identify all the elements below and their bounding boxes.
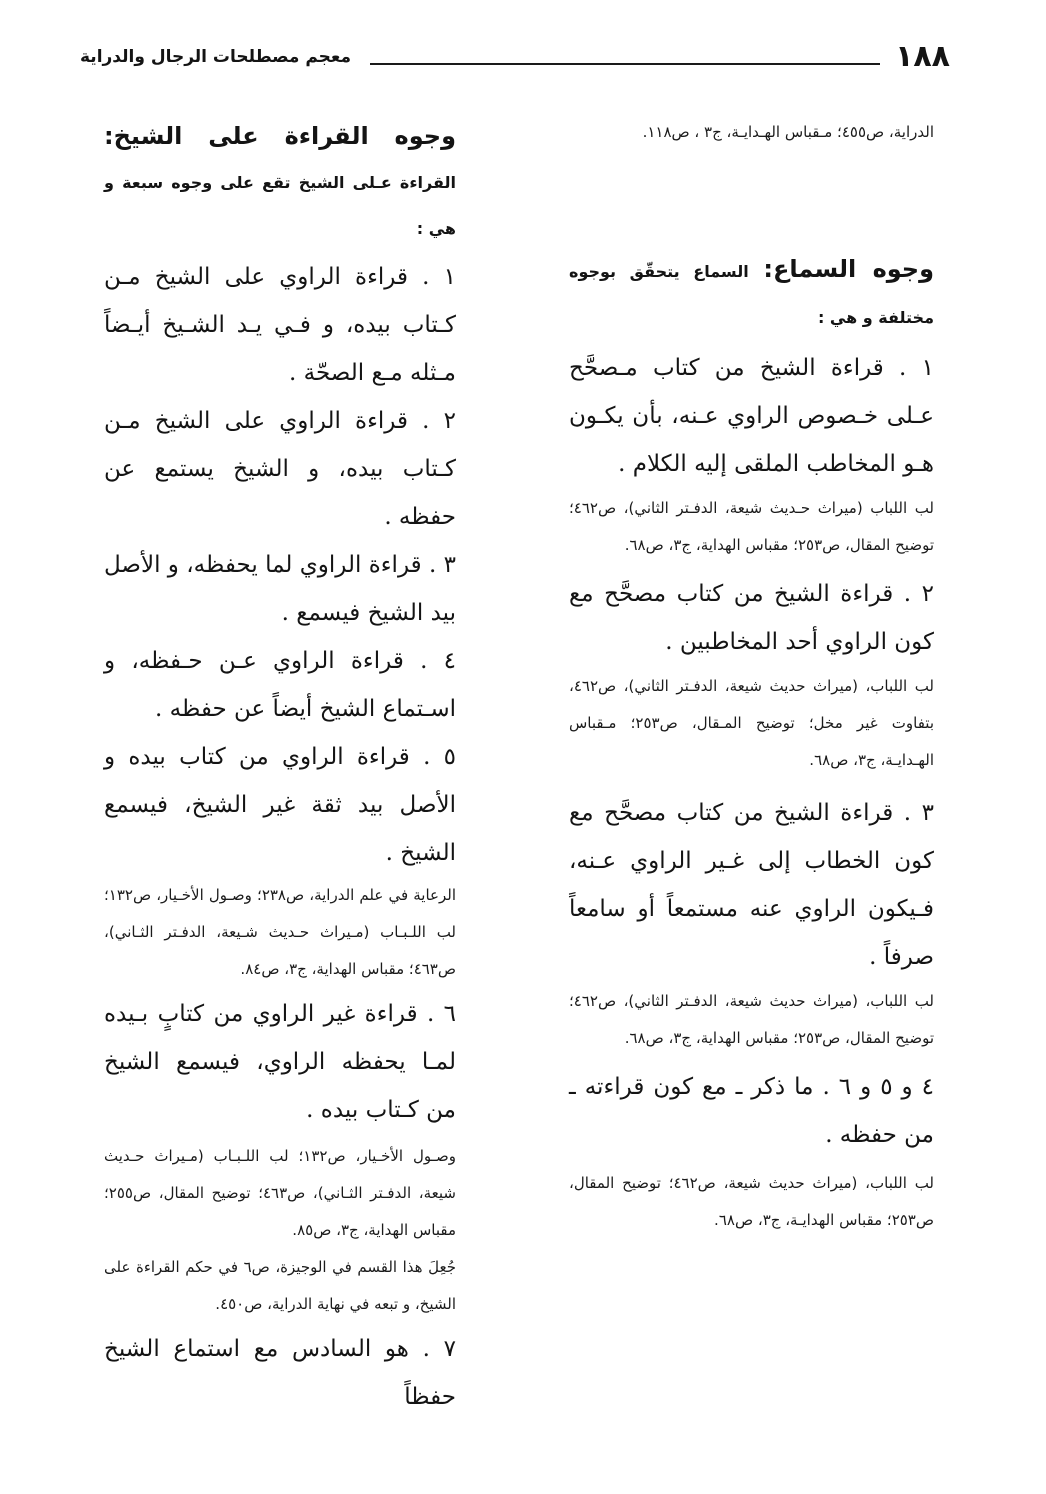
sama-item-4: ٤ و ٥ و ٦ . ما ذكر ـ مع كون قراءته ـ من حفظه . xyxy=(569,1074,934,1148)
right-column xyxy=(569,114,934,1239)
qiraa-item-7: ٧ . هو السادس مع استماع الشيخ حفظاً xyxy=(104,1336,456,1410)
sama-heading-text: السماع يتحقّق بوجوه مختلفة و هي : xyxy=(569,262,934,327)
sama-heading xyxy=(569,247,934,340)
sama-heading-word: وجوه السماع: xyxy=(763,255,934,283)
sama-item-3-ref: لب اللباب، (ميراث حديث شيعة، الدفـتر الثاني)، ص٤٦٢؛ توضيح المقال، ص٢٥٣؛ مقباس الهداية، ج٣، ص٦٨. xyxy=(569,992,934,1047)
sama-item-4-ref: لب اللباب، (ميراث حديث شيعة، ص٤٦٢؛ توضيح المقال، ص٢٥٣؛ مقباس الهدايـة، ج٣، ص٦٨. xyxy=(569,1174,934,1229)
qiraa-heading xyxy=(104,114,456,251)
qiraa-item-5-ref: الرعاية في علم الدراية، ص٢٣٨؛ وصـول الأخـيار، ص١٣٢؛ لب اللـبـاب (مـيراث حـديث شـيعة، الدفـتر الثـاني)، ص٤٦٣؛ مقباس الهداية، ج٣، ص٨٤. xyxy=(104,886,456,978)
qiraa-item-3: ٣ . قراءة الراوي لما يحفظه، و الأصل بيد الشيخ فيسمع . xyxy=(104,552,456,626)
sama-item-3: ٣ . قراءة الشيخ من كتاب مصحَّح مع كون الخطاب إلى غـير الراوي عـنه، فـيكون الراوي عنه مستمعاً أو سامعاً صرفاً . xyxy=(569,800,934,970)
qiraa-item-2: ٢ . قراءة الراوي على الشيخ مـن كـتاب بيده، و الشيخ يستمع عن حفظه . xyxy=(104,408,456,530)
top-reference: الدراية، ص٤٥٥؛ مـقباس الهـدايـة، ج٣ ، ص١١٨. xyxy=(642,123,934,141)
page-header xyxy=(80,34,950,80)
qiraa-item-6: ٦ . قراءة غير الراوي من كتابٍ بـيده لمـا يحفظه الراوي، فيسمع الشيخ من كـتاب بيده . xyxy=(104,1001,456,1123)
sama-item-2-ref: لب اللباب، (ميراث حديث شيعة، الدفـتر الثاني)، ص٤٦٢، بتفاوت غير مخل؛ توضيح المـقال، ص٢٥٣؛ مـقباس الهـدايـة، ج٣، ص٦٨. xyxy=(569,677,935,769)
sama-item-1: ١ . قراءة الشيخ من كتاب مـصحَّح عـلى خـصوص الراوي عـنه، بأن يكـون هـو المخاطب الملقى إليه الكلام . xyxy=(569,355,934,477)
qiraa-heading-text: القراءة عـلى الشيخ تقع على وجوه سبعة و هي : xyxy=(104,173,456,238)
qiraa-heading-word: وجوه القراءة على الشيخ: xyxy=(104,122,456,150)
qiraa-item-1: ١ . قراءة الراوي على الشيخ مـن كـتاب بيده، و فـي يـد الشـيخ أيـضاً مـثله مـع الصحّة . xyxy=(104,264,456,386)
left-column xyxy=(104,114,456,1421)
qiraa-item-6-ref: وصـول الأخـيار، ص١٣٢؛ لب اللـبـاب (مـيراث حـديث شيعة، الدفـتر الثـاني)، ص٤٦٣؛ توضيح المقال، ص٢٥٥؛ مقباس الهداية، ج٣، ص٨٥. xyxy=(104,1147,456,1239)
qiraa-item-5: ٥ . قراءة الراوي من كتاب بيده و الأصل بيد ثقة غير الشيخ، فيسمع الشيخ . xyxy=(104,744,456,866)
header-rule xyxy=(370,63,880,65)
sama-item-1-ref: لب اللباب (ميراث حـديث شيعة، الدفـتر الثاني)، ص٤٦٢؛ توضيح المقال، ص٢٥٣؛ مقباس الهداية، ج٣، ص٦٨. xyxy=(569,499,934,554)
qiraa-item-4: ٤ . قراءة الراوي عـن حـفظه، و اسـتماع الشيخ أيضاً عن حفظه . xyxy=(104,648,456,722)
running-title: معجم مصطلحات الرجال والدراية xyxy=(80,47,352,67)
qiraa-item-6-note: جُعِلَ هذا القسم في الوجيزة، ص٦ في حكم القراءة على الشيخ، و تبعه في نهاية الدراية، ص٤٥٠. xyxy=(104,1258,457,1313)
page-number: ١٨٨ xyxy=(895,39,950,74)
sama-item-2: ٢ . قراءة الشيخ من كتاب مصحَّح مع كون الراوي أحد المخاطبين . xyxy=(569,581,934,655)
